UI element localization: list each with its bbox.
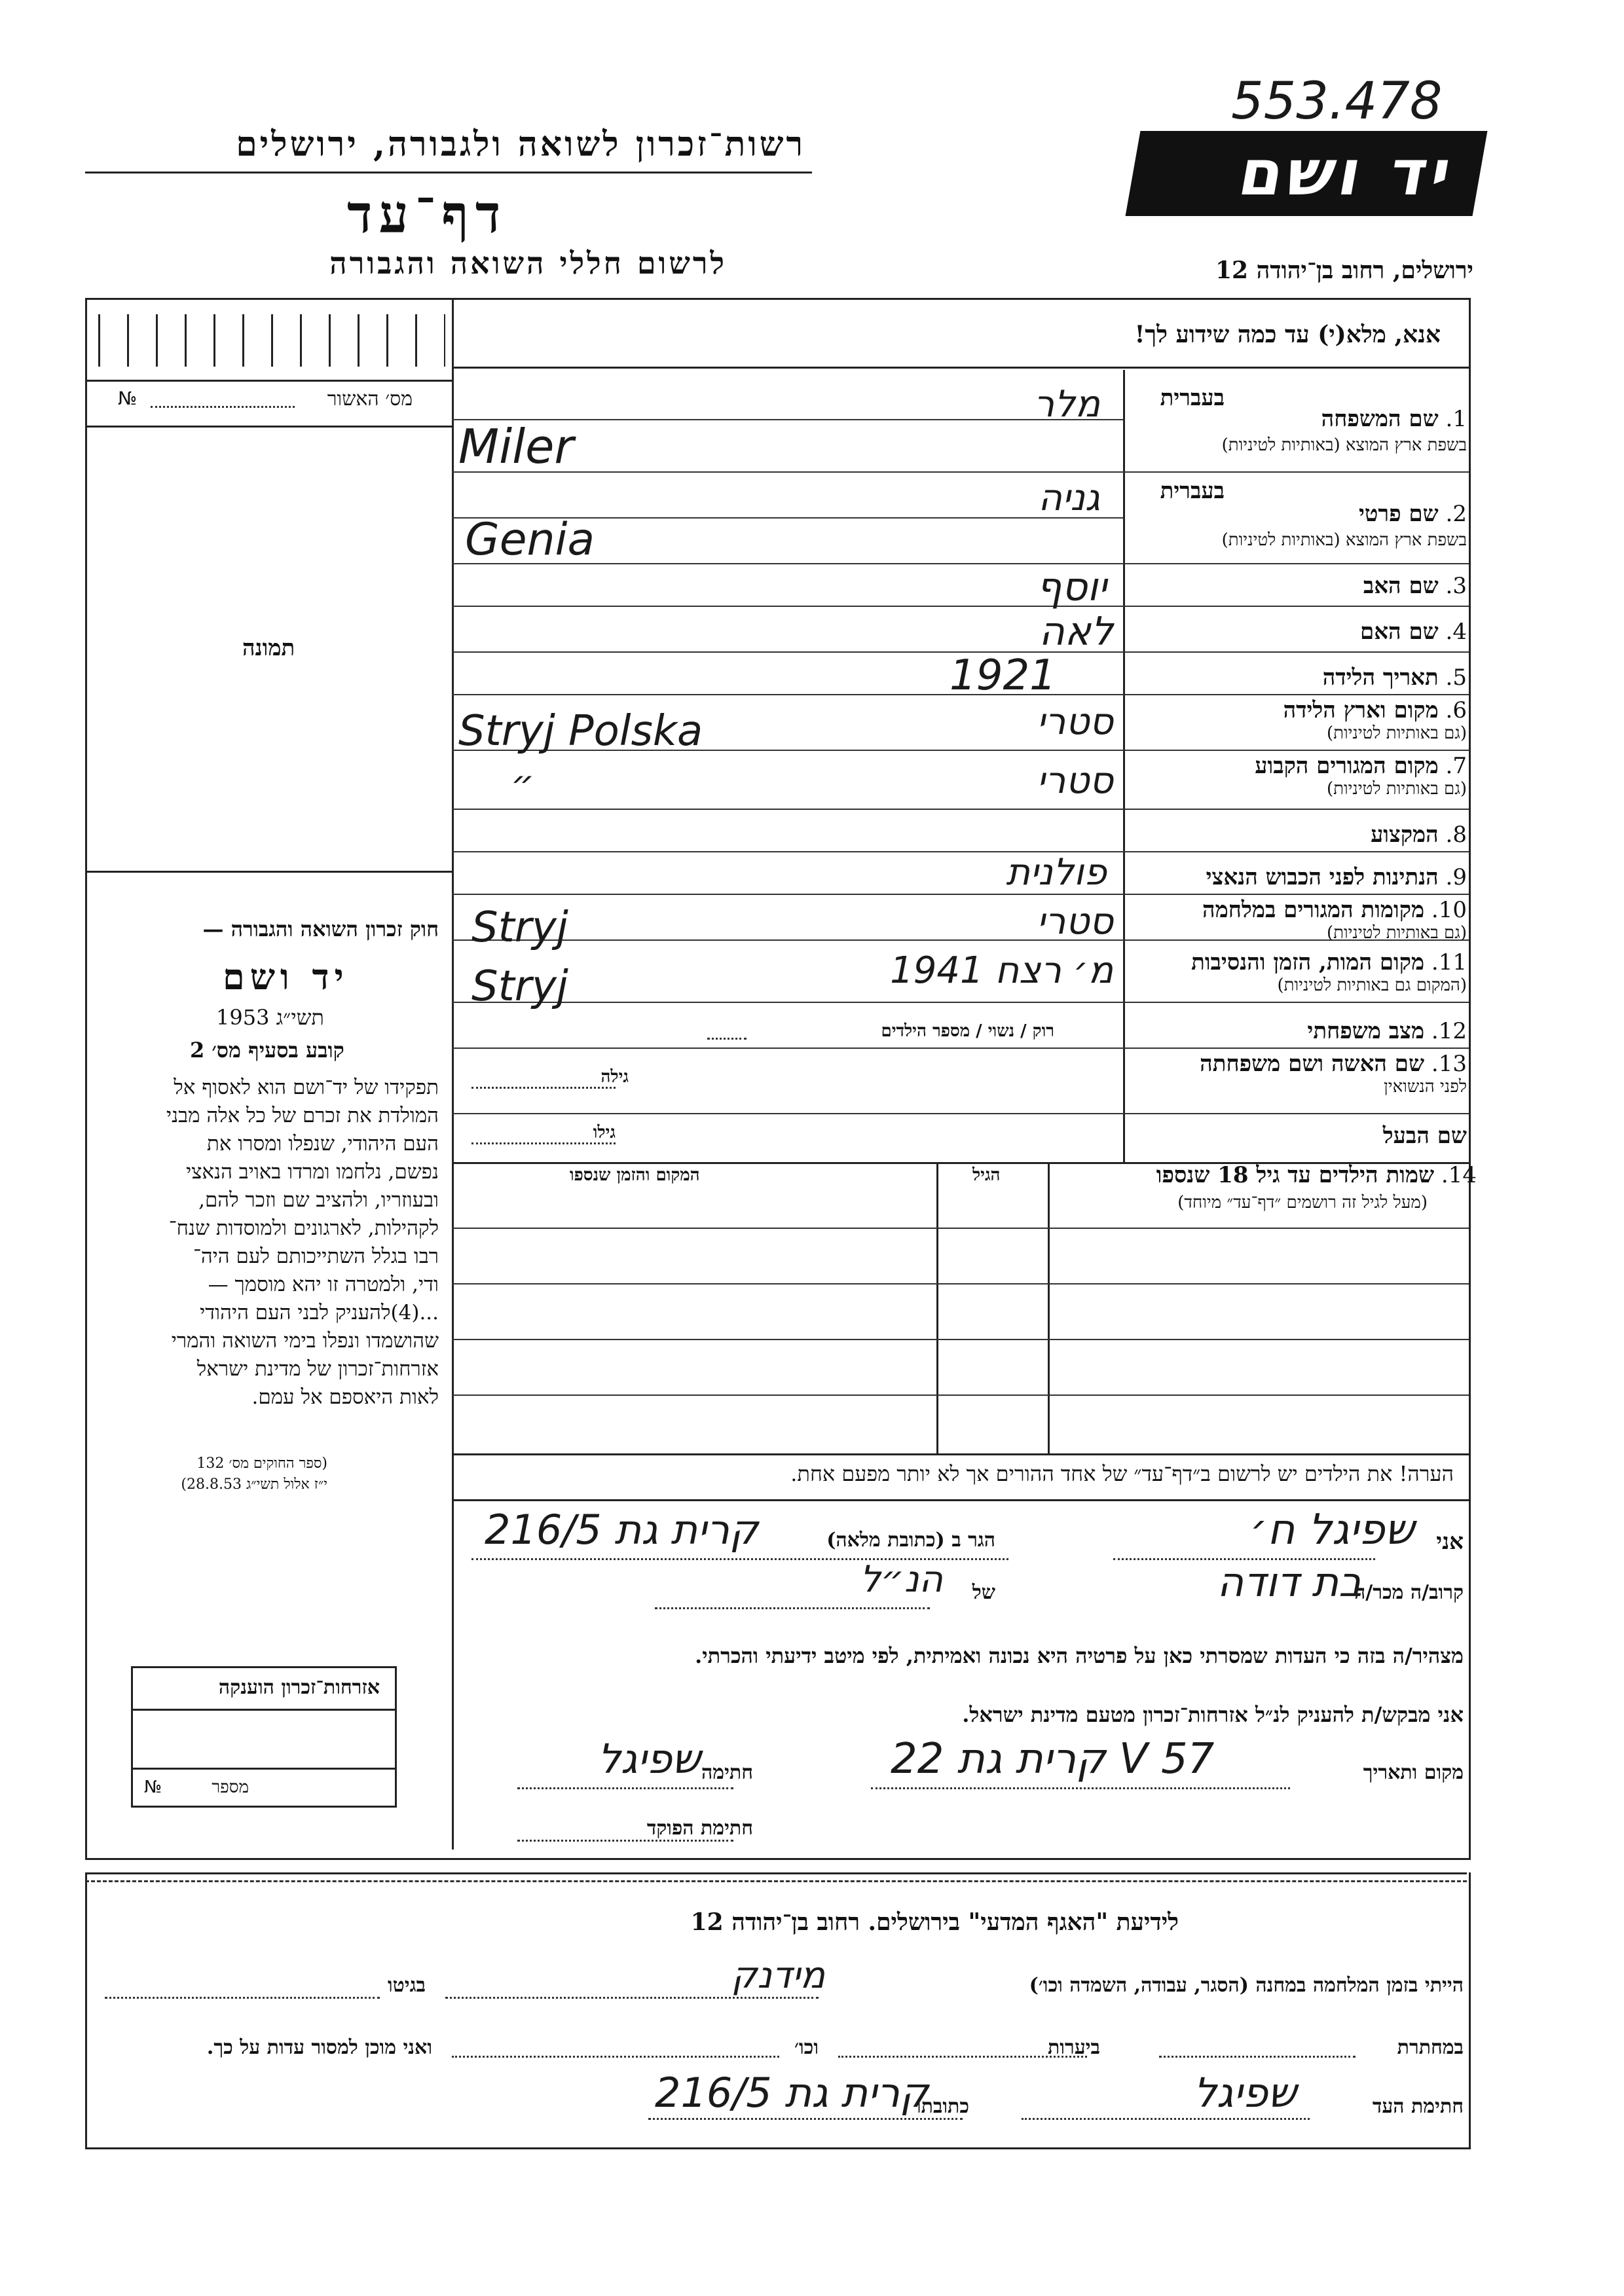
certificate-number-field[interactable] bbox=[151, 406, 295, 408]
law-clause: קובע בסעיף מס׳ 2 bbox=[190, 1038, 344, 1063]
resides-label: הגר ב (כתובת מלאה) bbox=[826, 1529, 995, 1552]
field-11-label: 11. מקום המות, הזמן והנסיבות bbox=[1191, 949, 1467, 975]
wife-age-label: גילה bbox=[600, 1067, 629, 1087]
field-1-sub: בשפת ארץ המוצא (באותיות לטיניות) bbox=[1221, 435, 1467, 455]
forests-label: ביערות bbox=[1047, 2036, 1100, 2059]
children-sub: (מעל לגיל זה רושמים ״דף־עד״ מיוחד) bbox=[1177, 1193, 1428, 1212]
field-2-value-latin[interactable]: Genia bbox=[465, 514, 595, 566]
field-2-value-hebrew[interactable]: גניה bbox=[1038, 477, 1100, 519]
field-6-value-hebrew[interactable]: סטרי bbox=[1037, 701, 1113, 743]
ghetto-label: בגיטו bbox=[387, 1974, 426, 1997]
field-1-label: 1. שם המשפחה bbox=[1321, 406, 1467, 432]
document-title: דף־עד bbox=[347, 183, 507, 245]
field-7-label: 7. מקום המגורים הקבוע bbox=[1255, 753, 1467, 779]
field-12-label: 12. מצב משפחתי bbox=[1307, 1018, 1467, 1044]
field-10-value-hebrew[interactable]: סטרי bbox=[1037, 900, 1113, 943]
photo-box-bottom bbox=[85, 871, 452, 873]
children-label: 14. שמות הילדים עד גיל 18 שנספו bbox=[1156, 1162, 1477, 1188]
photo-label: תמונה bbox=[242, 635, 295, 661]
citizenship-number-label: מספר bbox=[212, 1777, 249, 1797]
of-value[interactable]: הנ״ל bbox=[860, 1558, 943, 1601]
label-column-divider bbox=[1123, 370, 1125, 1162]
etc-label: וכו׳ bbox=[794, 2036, 819, 2059]
husband-label: שם הבעל bbox=[1382, 1123, 1467, 1149]
witness-signature-label: חתימת העד bbox=[1372, 2095, 1464, 2118]
declaration-statement: מצהיר/ה בזה כי העדות שמסרתי כאן על פרטיה היא נכונה ואמיתית, לפי מיטב ידיעתי והכרתי. bbox=[695, 1643, 1464, 1668]
field-9-value[interactable]: פולנית bbox=[1006, 851, 1107, 894]
citizenship-title: אזרחות־זכרון הוענקה bbox=[218, 1676, 380, 1699]
certificate-number-label: מס׳ האשור bbox=[327, 388, 413, 410]
signature-label: חתימה bbox=[701, 1761, 753, 1784]
field-6-sub: (גם באותיות לטיניות) bbox=[1326, 723, 1467, 743]
field-1-hebrew-tag: בעברית bbox=[1160, 385, 1225, 411]
field-2-label: 2. שם פרטי bbox=[1358, 501, 1467, 527]
field-4-value[interactable]: לאה bbox=[1039, 609, 1113, 655]
no-mark: № bbox=[118, 388, 138, 409]
field-3-label: 3. שם האב bbox=[1363, 573, 1467, 599]
field-13-label: 13. שם האשה ושם משפחתה bbox=[1200, 1051, 1467, 1077]
field-3-value[interactable]: יוסף bbox=[1036, 564, 1107, 610]
field-11-value-latin[interactable]: Stryj bbox=[471, 962, 568, 1011]
field-1-value-hebrew[interactable]: מלר bbox=[1033, 383, 1100, 426]
note: הערה! את הילדים יש לרשום ב״דף־עד״ של אחד ההורים אך לא יותר מפעם אחת. bbox=[790, 1461, 1454, 1486]
witness-signature-value[interactable]: שפיגל bbox=[1193, 2069, 1297, 2117]
field-5-value[interactable]: 1921 bbox=[950, 651, 1056, 700]
camp-line: הייתי בזמן המלחמה במחנה (הסגר, עבודה, השמדה וכו׳) bbox=[1029, 1974, 1464, 1997]
signature-value[interactable]: שפיגל bbox=[597, 1735, 701, 1783]
field-7-value-hebrew[interactable]: סטרי bbox=[1037, 759, 1113, 802]
field-7-sub: (גם באותיות לטיניות) bbox=[1326, 779, 1467, 799]
field-10-label: 10. מקומות המגורים במלחמה bbox=[1202, 897, 1467, 923]
field-6-label: 6. מקום וארץ הלידה bbox=[1283, 697, 1467, 723]
declarant-address[interactable]: קרית גת 216/5 bbox=[485, 1506, 758, 1554]
children-count-field[interactable] bbox=[707, 1038, 747, 1040]
declaration-request: אני מבקש/ת להעניק לנ״ל אזרחות־זכרון מטעם מדינת ישראל. bbox=[962, 1702, 1464, 1727]
wife-age-field[interactable] bbox=[471, 1087, 616, 1089]
camp-value[interactable]: מידנק bbox=[731, 1954, 825, 1997]
authority-underline bbox=[85, 172, 812, 173]
field-8-label: 8. המקצוע bbox=[1371, 822, 1467, 848]
code-boxes bbox=[98, 314, 445, 367]
place-date-value[interactable]: קרית גת 22 V 57 bbox=[891, 1735, 1215, 1783]
document-subtitle: לרשום חללי השואה והגבורה bbox=[329, 246, 727, 281]
law-text: תפקידו של יד־ושם הוא לאסוף אל המולדת את זכרם של כל אלה מבני העם היהודי, שנפלו ומסרו את נפשם, נלחמו ומרדו באויב הנאצי ובעוזריו, ולהציב שם וזכר להם, לקהילות, לארגונים ולמוסדות שנח־ רבו בגלל השתייכותם לעם היה־ ודי, ולמטרה זו יהא מוסמך — ...(4)להעניק לבני העם היהודי שהושמדו ונפלו בימי השואה והמרי אזרחות־זכרון של מדינת ישראל לאות היאספם אל עמם. bbox=[166, 1076, 439, 1409]
yad-vashem-logo: יד ושם bbox=[1126, 131, 1488, 216]
address: ירושלים, רחוב בן־יהודה 12 bbox=[1215, 257, 1473, 284]
law-year: תשי״ג 1953 bbox=[216, 1005, 324, 1030]
field-2-hebrew-tag: בעברית bbox=[1160, 478, 1225, 504]
relation-value[interactable]: בת דודה bbox=[1217, 1558, 1362, 1606]
field-9-label: 9. הנתינות לפני הכבוש הנאצי bbox=[1206, 864, 1467, 890]
fill-request: אנא, מלא(י) עד כמה שידוע לך! bbox=[1134, 321, 1441, 348]
field-11-value-hebrew[interactable]: מ׳ רצח 1941 bbox=[890, 949, 1113, 992]
children-col-place: המקום והזמן שנספו bbox=[570, 1165, 700, 1185]
witness-address-value[interactable]: קרית גת 216/5 bbox=[655, 2069, 929, 2117]
law-name: יד ושם bbox=[223, 956, 349, 998]
law-reference: (ספר החוקים מס׳ 132 י״ז אלול תשי״ג 28.8.53) bbox=[181, 1455, 327, 1493]
field-11-sub: (המקום גם באותיות לטיניות) bbox=[1277, 975, 1467, 995]
field-1-value-latin[interactable]: Miler bbox=[458, 419, 574, 474]
field-2-sub: בשפת ארץ המוצא (באותיות לטיניות) bbox=[1221, 530, 1467, 550]
field-10-value-latin[interactable]: Stryj bbox=[471, 903, 568, 952]
i-label: אני bbox=[1436, 1529, 1464, 1555]
footer-heading: לידיעת "האגף המדעי" בירושלים. רחוב בן־יהודה 12 bbox=[690, 1908, 1179, 1936]
field-6-value-latin[interactable]: Stryj Polska bbox=[458, 707, 703, 756]
of-label: של bbox=[972, 1581, 995, 1604]
relative-label: קרוב/ה מכר/ה bbox=[1354, 1581, 1464, 1604]
left-column-divider bbox=[452, 298, 454, 1850]
authority-name: רשות־זכרון לשואה ולגבורה, ירושלים bbox=[236, 124, 805, 164]
field-10-sub: (גם באותיות לטיניות) bbox=[1326, 923, 1467, 943]
witness-address-label: כתובתו bbox=[915, 2095, 969, 2118]
ready-statement: ואני מוכן למסור עדות על כך. bbox=[206, 2036, 432, 2059]
place-date-label: מקום ותאריך bbox=[1363, 1761, 1464, 1784]
document-number: 553.478 bbox=[1231, 72, 1443, 131]
husband-age-label: גילו bbox=[593, 1123, 616, 1142]
marital-options: רוק / נשוי / מספר הילדים bbox=[881, 1021, 1054, 1041]
law-title: חוק זכרון השואה והגבורה — bbox=[202, 917, 439, 941]
field-7-value-latin[interactable]: ״ bbox=[511, 763, 535, 805]
underground-label: במחתרת bbox=[1397, 2036, 1464, 2059]
field-5-label: 5. תאריך הלידה bbox=[1322, 665, 1467, 691]
footer-frame bbox=[85, 1872, 1471, 2149]
children-col-age: הגיל bbox=[972, 1165, 1001, 1185]
declarant-name[interactable]: שפיגל ח׳ bbox=[1249, 1506, 1414, 1554]
husband-age-field[interactable] bbox=[471, 1142, 616, 1144]
field-4-label: 4. שם האם bbox=[1360, 619, 1467, 645]
field-13-sub: לפני הנשואין bbox=[1384, 1077, 1467, 1097]
citizenship-no-mark: № bbox=[144, 1777, 162, 1797]
officer-signature-label: חתימת הפוקד bbox=[646, 1817, 753, 1840]
